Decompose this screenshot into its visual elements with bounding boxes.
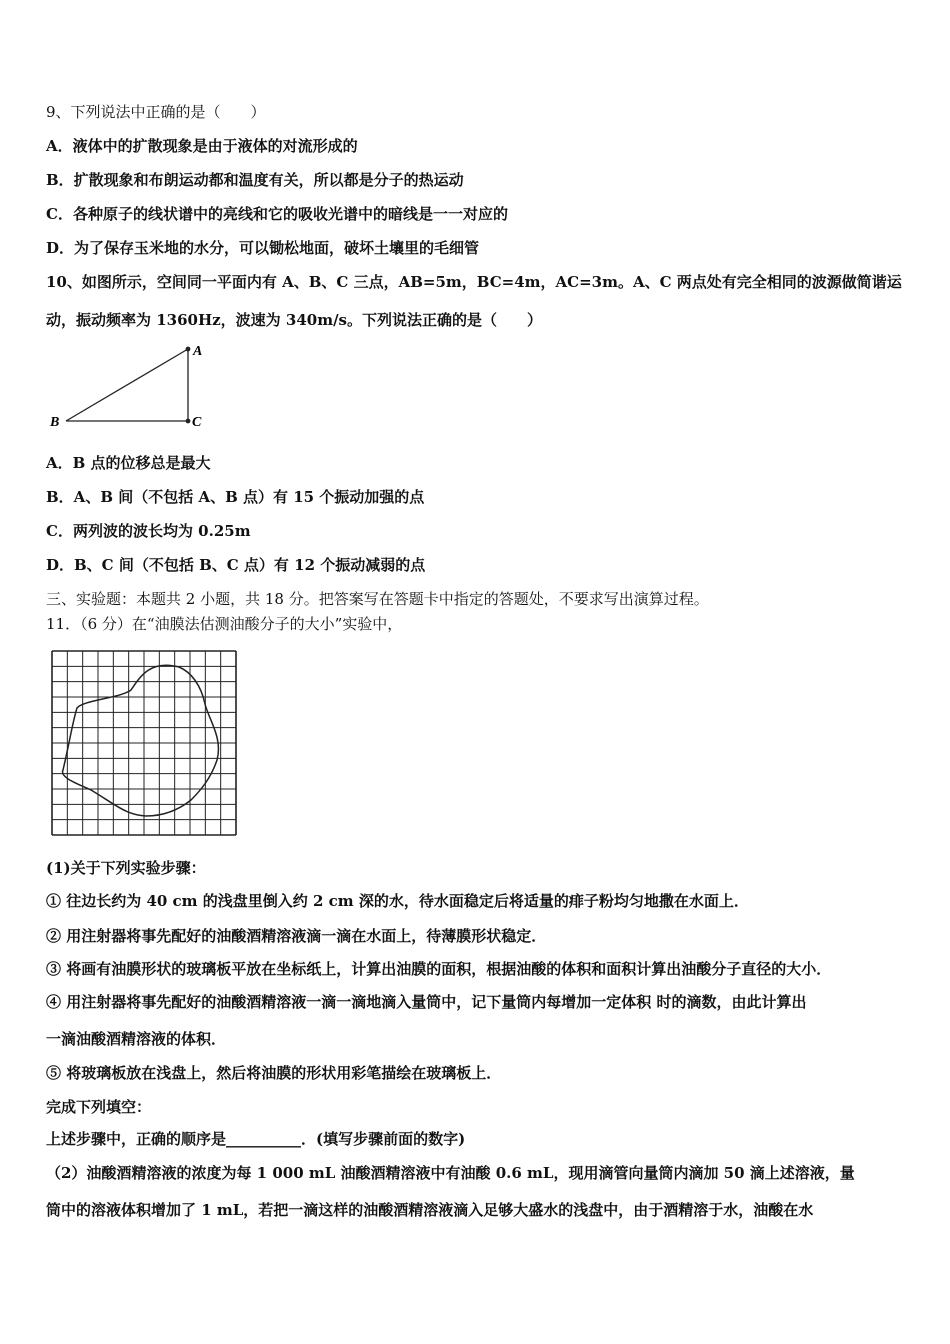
q11-step3: ③ 将画有油膜形状的玻璃板平放在坐标纸上，计算出油膜的面积，根据油酸的体积和面积计算出油酸分子直径的大小． (46, 960, 832, 978)
label-c: C (192, 415, 202, 430)
q11-stem: 11．（6 分）在“油膜法估测油酸分子的大小”实验中， (46, 615, 403, 633)
section3-heading: 三、实验题：本题共 2 小题，共 18 分。把答案写在答题卡中指定的答题处，不要求写出演算过程。 (46, 590, 709, 608)
oil-film-grid-figure (51, 650, 237, 836)
q9-stem: 9、下列说法中正确的是（ ） (46, 103, 266, 121)
label-b: B (50, 415, 60, 430)
q11-step1: ① 往边长约为 40 cm 的浅盘里倒入约 2 cm 深的水，待水面稳定后将适量的痱子粉均匀地撒在水面上． (46, 892, 749, 910)
q11-step2: ② 用注射器将事先配好的油酸酒精溶液滴一滴在水面上，待薄膜形状稳定． (46, 927, 547, 945)
label-a: A (193, 344, 203, 359)
q11-fill1: 上述步骤中，正确的顺序是__________．(填写步骤前面的数字) (46, 1130, 466, 1148)
q10-option-a: A．B 点的位移总是最大 (46, 454, 211, 472)
q11-part2-line1: （2）油酸酒精溶液的浓度为每 1 000 mL 油酸酒精溶液中有油酸 0.6 mL，现用滴管向量筒内滴加 50 滴上述溶液，量 (46, 1164, 855, 1182)
q11-part1-title: (1)关于下列实验步骤： (46, 859, 206, 877)
q9-option-d: D．为了保存玉米地的水分，可以锄松地面，破坏土壤里的毛细管 (46, 239, 480, 257)
q11-step5: ⑤ 将玻璃板放在浅盘上，然后将油膜的形状用彩笔描绘在玻璃板上． (46, 1064, 502, 1082)
q9-option-c: C．各种原子的线状谱中的亮线和它的吸收光谱中的暗线是一一对应的 (46, 205, 508, 223)
q9-option-a: A．液体中的扩散现象是由于液体的对流形成的 (46, 137, 358, 155)
q11-fill-title: 完成下列填空： (46, 1098, 152, 1116)
segment-ab (66, 349, 188, 421)
q9-option-b: B．扩散现象和布朗运动都和温度有关，所以都是分子的热运动 (46, 171, 464, 189)
q11-step4-line1: ④ 用注射器将事先配好的油酸酒精溶液一滴一滴地滴入量筒中，记下量筒内每增加一定体积 时的滴数，由此计算出 (46, 993, 807, 1011)
triangle-figure (40, 338, 220, 433)
oil-film-outline (63, 665, 219, 816)
q10-option-d: D．B、C 间（不包括 B、C 点）有 12 个振动减弱的点 (46, 556, 426, 574)
q11-step4-line2: 一滴油酸酒精溶液的体积． (46, 1030, 227, 1048)
q10-stem-line2: 动，振动频率为 1360Hz，波速为 340m/s。下列说法正确的是（ ） (46, 311, 542, 329)
q10-option-c: C．两列波的波长均为 0.25m (46, 522, 251, 540)
point-a (186, 347, 191, 352)
q10-option-b: B．A、B 间（不包括 A、B 点）有 15 个振动加强的点 (46, 488, 425, 506)
point-c (186, 419, 191, 424)
q10-stem-line1: 10、如图所示，空间同一平面内有 A、B、C 三点，AB=5m，BC=4m，AC=3m。A、C 两点处有完全相同的波源做简谐运 (46, 273, 902, 291)
q11-part2-line2: 筒中的溶液体积增加了 1 mL，若把一滴这样的油酸酒精溶液滴入足够大盛水的浅盘中，由于酒精溶于水，油酸在水 (46, 1201, 814, 1219)
grid-lines (52, 651, 236, 835)
